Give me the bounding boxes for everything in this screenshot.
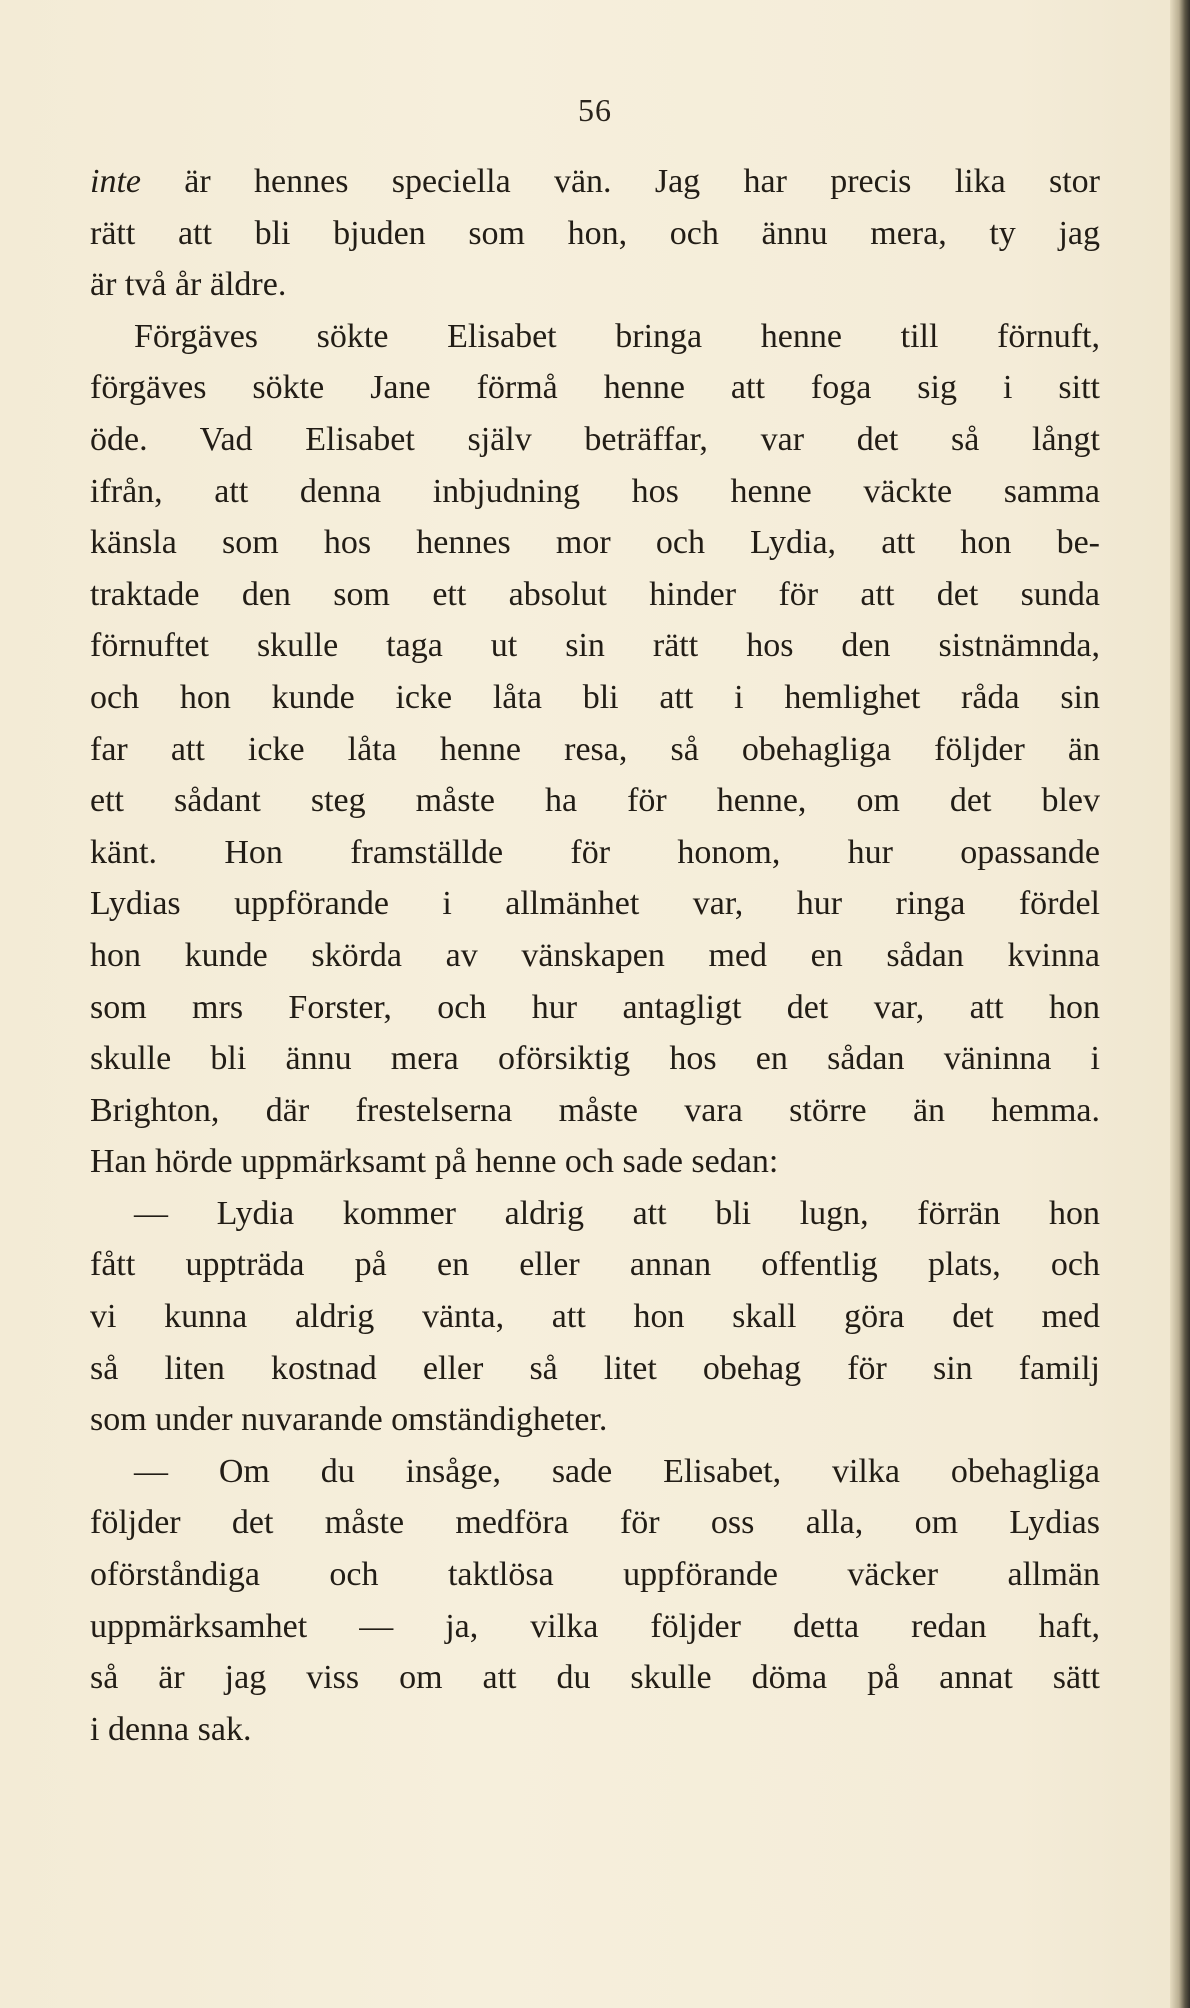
book-spine-edge — [1170, 0, 1190, 2008]
text-line-15: Lydias uppförande i allmänhet var, hur ringa fördel — [90, 885, 1100, 923]
italic-word: inte — [90, 163, 141, 200]
text-line-24: så liten kostnad eller så litet obehag för sin familj — [90, 1349, 1100, 1387]
text-line-17: som mrs Forster, och hur antagligt det var, att hon — [90, 988, 1100, 1026]
text-line-2: rätt att bli bjuden som hon, och ännu mera, ty jag — [90, 214, 1100, 252]
text-line-29: uppmärksamhet — ja, vilka följder detta redan haft, — [90, 1607, 1100, 1645]
text-line-23: vi kunna aldrig vänta, att hon skall göra det med — [90, 1298, 1100, 1336]
text-line-13: ett sådant steg måste ha för henne, om det blev — [90, 782, 1100, 820]
text-line-28: oförståndiga och taktlösa uppförande väcker allmän — [90, 1556, 1100, 1594]
text-line-10: förnuftet skulle taga ut sin rätt hos den sistnämnda, — [90, 627, 1100, 665]
text-line-31: i denna sak. — [90, 1710, 252, 1748]
text-line-1-rest: är hennes speciella vän. Jag har precis lika stor — [140, 163, 1100, 200]
text-line-5: förgäves sökte Jane förmå henne att foga sig i sitt — [90, 369, 1100, 407]
text-line-9: traktade den som ett absolut hinder för att det sunda — [90, 575, 1100, 613]
text-line-1 — [90, 156, 1100, 208]
text-line-18: skulle bli ännu mera oförsiktig hos en sådan väninna i — [90, 1040, 1100, 1078]
text-line-7: ifrån, att denna inbjudning hos henne väckte samma — [90, 472, 1100, 510]
text-line-16: hon kunde skörda av vänskapen med en sådan kvinna — [90, 936, 1100, 974]
text-line-12: far att icke låta henne resa, så obehagliga följder än — [90, 730, 1100, 768]
text-line-14: känt. Hon framställde för honom, hur opassande — [90, 833, 1100, 871]
text-line-8: känsla som hos hennes mor och Lydia, att hon be- — [90, 524, 1100, 562]
text-line-19: Brighton, där frestelserna måste vara större än hemma. — [90, 1091, 1100, 1129]
body-text — [90, 156, 1100, 1755]
text-line-26: — Om du insåge, sade Elisabet, vilka obehagliga — [134, 1452, 1100, 1490]
page-number: 56 — [578, 92, 612, 128]
text-line-3: är två år äldre. — [90, 266, 287, 304]
text-line-11: och hon kunde icke låta bli att i hemlighet råda sin — [90, 678, 1100, 716]
text-line-6: öde. Vad Elisabet själv beträffar, var det så långt — [90, 420, 1100, 458]
text-line-25: som under nuvarande omständigheter. — [90, 1401, 608, 1439]
text-line-22: fått uppträda på en eller annan offentlig plats, och — [90, 1246, 1100, 1284]
text-line-30: så är jag viss om att du skulle döma på annat sätt — [90, 1659, 1100, 1697]
text-line-20: Han hörde uppmärksamt på henne och sade sedan: — [90, 1143, 779, 1181]
text-line-21: — Lydia kommer aldrig att bli lugn, förrän hon — [134, 1194, 1100, 1232]
text-line-27: följder det måste medföra för oss alla, om Lydias — [90, 1504, 1100, 1542]
text-line-4: Förgäves sökte Elisabet bringa henne till förnuft, — [134, 317, 1100, 355]
